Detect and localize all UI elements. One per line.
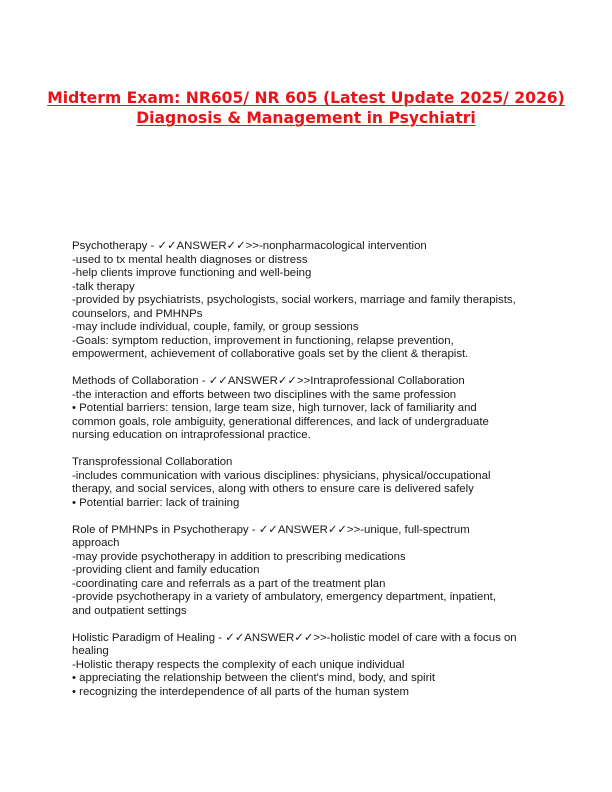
section-psychotherapy <box>72 240 552 362</box>
text-line: Role of PMHNPs in Psychotherapy - ✓✓ANSWER✓✓>>-unique, full-spectrum <box>72 523 470 536</box>
text-line: • recognizing the interdependence of all parts of the human system <box>72 685 410 698</box>
text-line: -coordinating care and referrals as a part of the treatment plan <box>72 577 386 590</box>
text-line: Methods of Collaboration - ✓✓ANSWER✓✓>>Intraprofessional Collaboration <box>72 375 465 387</box>
section-holistic-paradigm <box>72 632 552 700</box>
text-line: -Holistic therapy respects the complexity of each unique individual <box>72 658 405 671</box>
text-line: and outpatient settings <box>72 604 187 617</box>
text-line: -talk therapy <box>72 280 135 293</box>
text-line: -includes communication with various disciplines: physicians, physical/occupational <box>72 469 491 482</box>
text-line: Transprofessional Collaboration <box>72 456 233 468</box>
section-role-of-pmhnps <box>72 524 552 619</box>
text-line: -may include individual, couple, family, or group sessions <box>72 321 359 333</box>
text-line: therapy, and social services, along with others to ensure care is delivered safely <box>72 483 474 495</box>
text-line: -help clients improve functioning and well-being <box>72 267 312 279</box>
text-line: • appreciating the relationship between the client's mind, body, and spirit <box>72 672 436 684</box>
text-line: • Potential barriers: tension, large team size, high turnover, lack of familiarity and <box>72 402 477 414</box>
title-line-1: Midterm Exam: NR605/ NR 605 (Latest Update 2025/ 2026) <box>47 89 565 107</box>
text-line: -may provide psychotherapy in addition to prescribing medications <box>72 550 406 563</box>
section-transprofessional-collaboration <box>72 456 552 510</box>
text-line: healing <box>72 645 109 657</box>
text-line: empowerment, achievement of collaborative goals set by the client & therapist. <box>72 348 469 360</box>
text-line: -provide psychotherapy in a variety of ambulatory, emergency department, inpatient, <box>72 591 496 603</box>
text-line: -providing client and family education <box>72 564 260 576</box>
text-line: -provided by psychiatrists, psychologists, social workers, marriage and family therapists, <box>72 294 516 306</box>
section-methods-of-collaboration <box>72 375 552 443</box>
text-line: -the interaction and efforts between two disciplines with the same profession <box>72 388 457 401</box>
text-line: approach <box>72 537 120 549</box>
text-line: • Potential barrier: lack of training <box>72 496 240 509</box>
text-line: counselors, and PMHNPs <box>72 307 203 320</box>
title-line-2: Diagnosis & Management in Psychiatri <box>136 109 476 127</box>
text-line: nursing education on intraprofessional practice. <box>72 429 311 441</box>
text-line: Psychotherapy - ✓✓ANSWER✓✓>>-nonpharmacological intervention <box>72 240 427 252</box>
text-line: common goals, role ambiguity, generational differences, and lack of undergraduate <box>72 415 489 428</box>
document-body <box>72 240 552 713</box>
text-line: Holistic Paradigm of Healing - ✓✓ANSWER✓✓>>-holistic model of care with a focus on <box>72 631 517 644</box>
text-line: -Goals: symptom reduction, improvement in functioning, relapse prevention, <box>72 334 454 347</box>
text-line: -used to tx mental health diagnoses or distress <box>72 253 308 266</box>
document-title <box>40 88 572 128</box>
